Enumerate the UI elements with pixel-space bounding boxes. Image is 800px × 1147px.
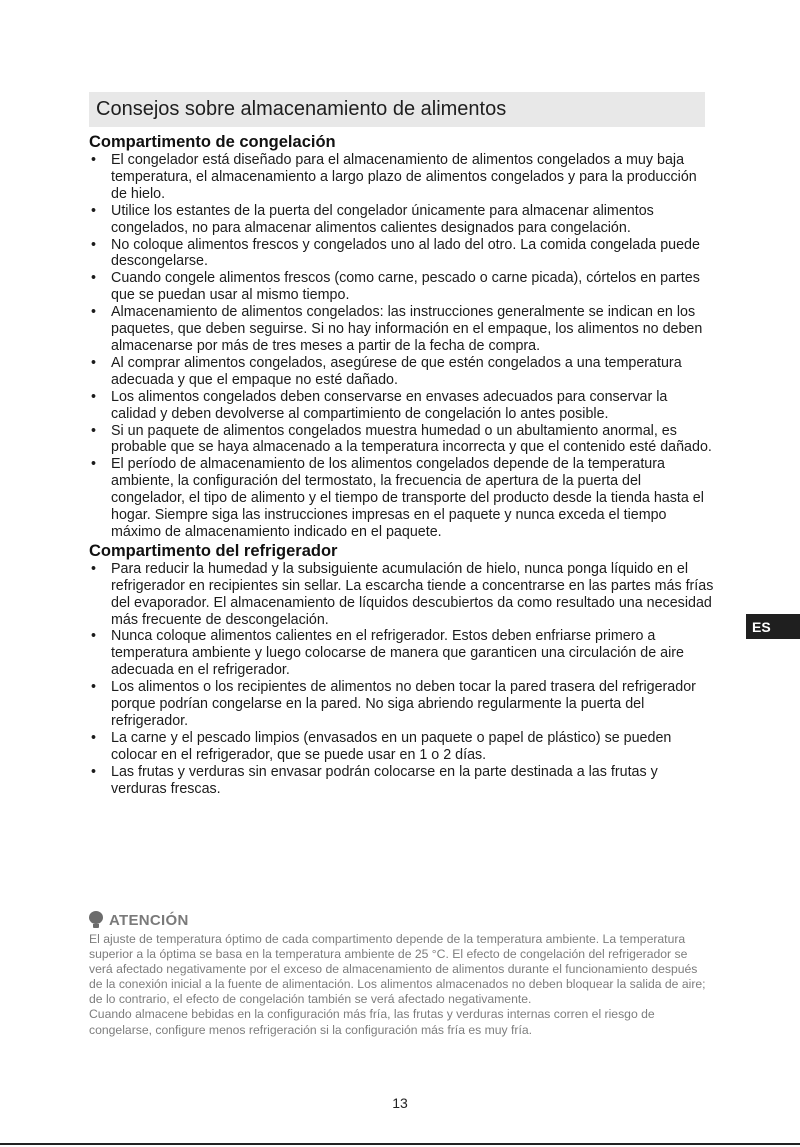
attention-title: ATENCIÓN: [109, 911, 189, 929]
attention-paragraph: El ajuste de temperatura óptimo de cada compartimento depende de la temperatura ambiente. La temperatura superior a la óptima se basa en la temperatura ambiente de 25 °C. El efecto de congelación del refrigerador se verá afectado negativamente por el exceso de almacenamiento de alimentos durante el funcionamiento después de la conexión inicial a la fuente de alimentación. Los alimentos almacenados no deben bloquear la salida de aire; de lo contrario, el efecto de congelación también se verá afectado negativamente.: [89, 932, 706, 1007]
list-item: • Los alimentos congelados deben conservarse en envases adecuados para conservar la calidad y deben devolverse al compartimiento de congelación lo antes posible.: [91, 388, 668, 422]
list-item: • Cuando congele alimentos frescos (como carne, pescado o carne picada), córtelos en partes que se puedan usar al mismo tiempo.: [91, 270, 700, 304]
bottom-divider: [0, 1143, 800, 1145]
attention-header: [89, 910, 714, 930]
section-title-bar: [89, 92, 705, 127]
page-number: 13: [392, 1095, 408, 1111]
attention-box: [89, 910, 714, 1038]
page-title: Consejos sobre almacenamiento de alimentos: [96, 98, 507, 120]
list-item: • El congelador está diseñado para el almacenamiento de alimentos congelados a muy baja temperatura, el almacenamiento a largo plazo de alimentos congelados y para la producción de hielo.: [91, 152, 697, 202]
main-content: [89, 132, 714, 798]
freezer-heading: Compartimento de congelación: [89, 133, 336, 151]
list-item: • El período de almacenamiento de los alimentos congelados depende de la temperatura ambiente, la configuración del termostato, la frecuencia de apertura de la puerta del congelador, el tipo de alimento y el tiempo de transporte del producto desde la tienda hasta el hogar. Siempre siga las instrucciones impresas en el paquete y nunca exceda el tiempo máximo de almacenamiento indicado en el paquete.: [91, 456, 704, 540]
list-item: • Utilice los estantes de la puerta del congelador únicamente para almacenar alimentos congelados, no para almacenar alimentos calientes designados para congelación.: [91, 202, 654, 236]
freezer-list: [89, 152, 714, 541]
lightbulb-icon: [89, 911, 103, 929]
refrigerator-list: [89, 561, 714, 798]
list-item: • No coloque alimentos frescos y congelados uno al lado del otro. La comida congelada puede descongelarse.: [91, 236, 700, 270]
list-item: • Nunca coloque alimentos calientes en el refrigerador. Estos deben enfriarse primero a temperatura ambiente y luego colocarse de manera que garanticen una circulación de aire adecuada en el refrigerador.: [91, 628, 685, 679]
list-item: • Los alimentos o los recipientes de alimentos no deben tocar la pared trasera del refrigerador porque podrían congelarse en la pared. No siga abriendo regularmente la puerta del refrigerador.: [91, 679, 696, 729]
list-item: • Si un paquete de alimentos congelados muestra humedad o un abultamiento anormal, es probable que se haya almacenado a la temperatura incorrecta y que el contenido esté dañado.: [91, 422, 712, 456]
list-item: • Almacenamiento de alimentos congelados: las instrucciones generalmente se indican en los paquetes, que deben seguirse. Si no hay información en el empaque, los alimentos no deben almacenarse por más de tres meses a partir de la fecha de compra.: [91, 304, 703, 354]
list-item: • Las frutas y verduras sin envasar podrán colocarse en la parte destinada a las frutas y verduras frescas.: [91, 763, 658, 797]
list-item: • Al comprar alimentos congelados, asegúrese de que estén congelados a una temperatura adecuada y que el empaque no esté dañado.: [91, 354, 682, 388]
refrigerator-heading: Compartimento del refrigerador: [89, 541, 338, 560]
language-tab: ES: [746, 614, 800, 639]
list-item: • La carne y el pescado limpios (envasados en un paquete o papel de plástico) se pueden colocar en el refrigerador, que se puede usar en 1 o 2 días.: [91, 729, 672, 763]
list-item: • Para reducir la humedad y la subsiguiente acumulación de hielo, nunca ponga líquido en el refrigerador en recipientes sin sellar. La escarcha tiende a concentrarse en las partes más frías del evaporador. El almacenamiento de líquidos descubiertos da como resultado una necesidad más frecuente de descongelación.: [91, 560, 714, 628]
attention-paragraph: Cuando almacene bebidas en la configuración más fría, las frutas y verduras internas corren el riesgo de congelarse, configure menos refrigeración si la configuración más fría es muy fría.: [89, 1007, 655, 1037]
attention-text: [89, 932, 714, 1038]
